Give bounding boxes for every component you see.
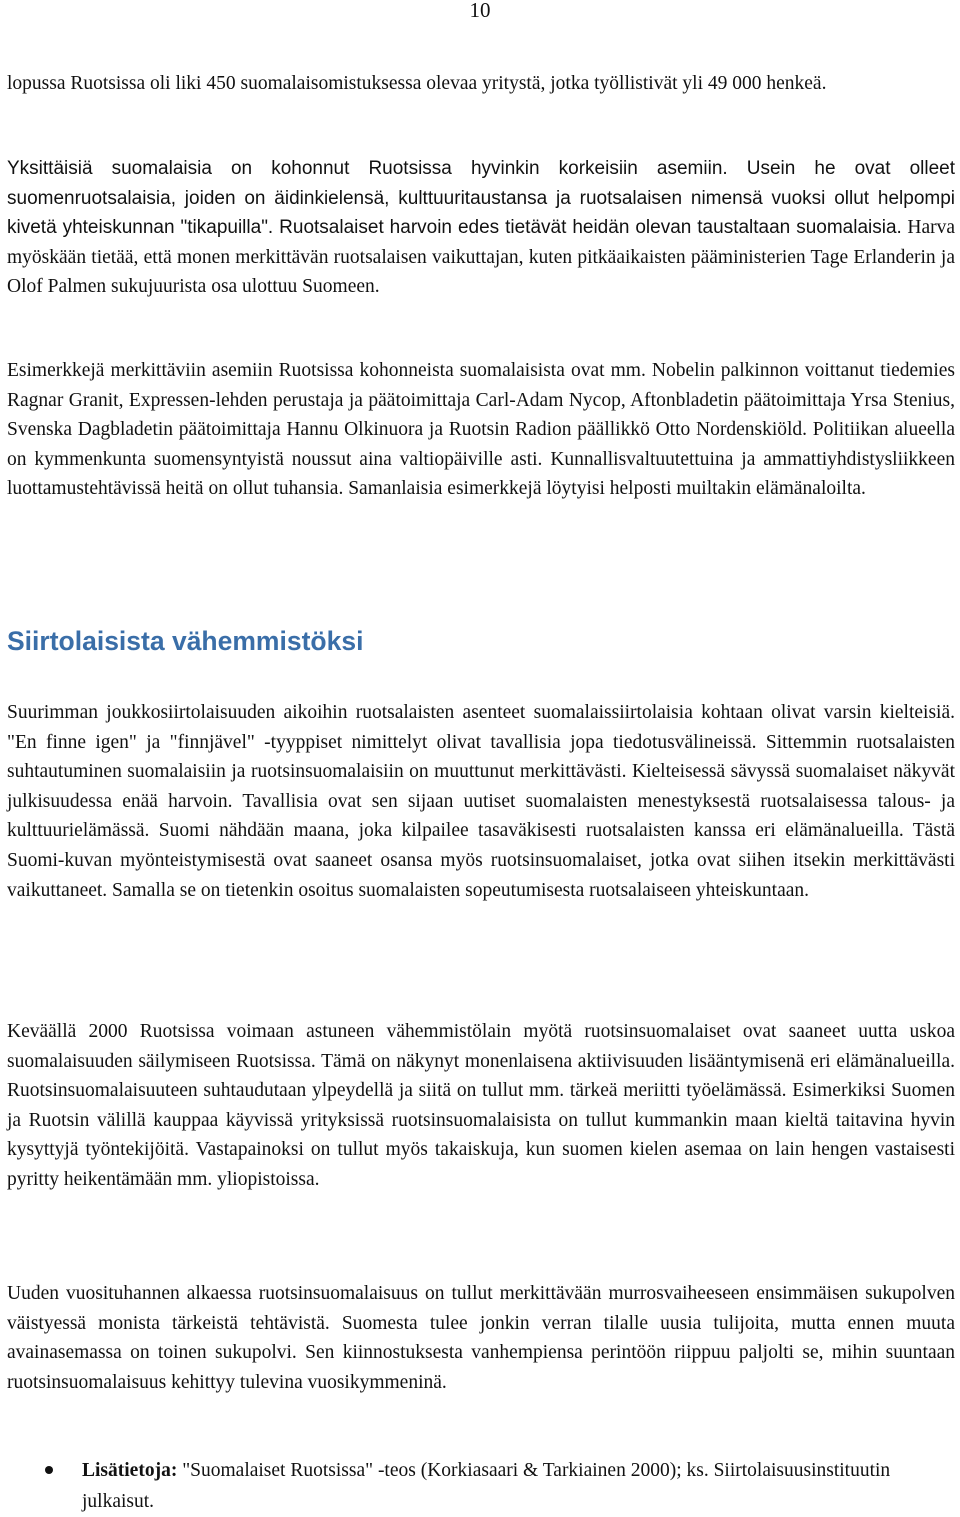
paragraph-text: Keväällä 2000 Ruotsissa voimaan astuneen vähemmistölain myötä ruotsinsuomalaiset ovat saaneet uutta uskoa suomalaisuuden säilymiseen Ruotsissa. Tämä on näkynyt monenlaisena aktiivisuuden lisääntymisenä eri elämänalueilla. Ruotsinsuomalaisuuteen suhtaudutaan ylpeydellä ja siitä on tullut mm. tärkeä meriitti työelämässä. Esimerkiksi Suomen ja Ruotsin välillä kauppaa käyvissä yrityksissä ruotsinsuomalaisista on tullut kummankin maan kieltä taitavina hyvin kysyttyjä työntekijöitä. Vastapainoksi on tullut myös takaiskuja, kun suomen kielen asemaa on lain hengen vastaisesti pyritty heikentämään mm. yliopistoissa. [7,1021,955,1190]
page-number: 10 [469,0,491,22]
paragraph-text: Uuden vuosituhannen alkaessa ruotsinsuomalaisuus on tullut merkittävään murrosvaiheeseen ensimmäisen sukupolven väistyessä monista tärkeistä tehtävistä. Suomesta tulee jonkin verran tilalle uusia tulijoita, mutta ennen muuta avainasemassa on toinen sukupolvi. Sen kiinnostuksesta vanhempiensa perintöön riippuu paljolti se, mihin suuntaan ruotsinsuomalaisuus kehittyy tulevina vuosikymmeninä. [7,1283,955,1393]
further-info-label: Lisätietoja: [82,1460,178,1481]
paragraph-new-millennium [7,1279,955,1397]
paragraph-company-ownership [7,69,955,99]
paragraph-examples [7,356,955,504]
paragraph-text: Esimerkkejä merkittäviin asemiin Ruotsissa kohonneista suomalaisista ovat mm. Nobelin palkinnon voittanut tiedemies Ragnar Granit, Expressen-lehden perustaja ja päätoimittaja Carl-Adam Nycop, Aftonbladetin päätoimittaja Yrsa Stenius, Svenska Dagbladetin päätoimittaja Hannu Olkinuora ja Ruotsin Radion päällikkö Otto Nordenskiöld. Politiikan alueella on kymmenkunta suomensyntyistä noussut aina valtiopäiville asti. Kunnallisvaltuutettuina ja ammattiyhdistysliikkeen luottamustehtävissä heitä on ollut tuhansia. Samanlaisia esimerkkejä löytyisi helposti muiltakin elämänaloilta. [7,360,955,500]
bullet-icon [45,1466,53,1474]
paragraph-attitudes [7,698,955,905]
section-heading: Siirtolaisista vähemmistöksi [7,626,364,656]
paragraph-text-sans: Yksittäisiä suomalaisia on kohonnut Ruotsissa hyvinkin korkeisiin asemiin. Usein he ovat olleet suomenruotsalaisia, joiden on äidinkielensä, kulttuuritaustansa ja ruotsalaisen nimensä vuoksi ollut helpompi kivetä yhteiskunnan "tikapuilla". Ruotsalaiset harvoin edes tietävät heidän olevan taustaltaan suomalaisia. [7,158,955,239]
paragraph-text: Suurimman joukkosiirtolaisuuden aikoihin ruotsalaisten asenteet suomalaissiirtolaisia kohtaan olivat varsin kielteisiä. "En finne igen" ja "finnjävel" -tyyppiset nimittelyt olivat tavallisia jopa tiedotusvälineissä. Sittemmin ruotsalaisten suhtautuminen suomalaisiin ja ruotsinsuomalaisiin on muuttunut merkittävästi. Kielteisessä sävyssä suomalaiset näkyvät julkisuudessa enää harvoin. Tavallisia ovat sen sijaan uutiset suomalaisten menestyksestä ruotsalaisessa talous- ja kulttuurielämässä. Suomi nähdään maana, joka kilpailee tasaväkisesti ruotsalaisten kanssa eri elämänalueilla. Tästä Suomi-kuvan myönteistymisestä ovat saaneet osansa myös ruotsinsuomalaiset, jotka ovat siihen itsekin merkittävästi vaikuttaneet. Samalla se on tietenkin osoitus suomalaisten sopeutumisesta ruotsalaiseen yhteiskuntaan. [7,702,955,901]
further-info-bullet [82,1456,942,1517]
paragraph-text-serif: Harva myöskään tietää, että monen merkittävän ruotsalaisen vaikuttajan, kuten pitkäaikaisten pääministerien Tage Erlanderin ja Olof Palmen sukujuurista osa ulottuu Suomeen. [7,217,956,298]
further-info-text: "Suomalaiset Ruotsissa" -teos (Korkiasaari & Tarkiainen 2000); ks. Siirtolaisuusinstituutin julkaisut. [82,1460,891,1512]
paragraph-individual-finns [7,154,955,302]
paragraph-minority-law [7,1017,955,1195]
paragraph-text: lopussa Ruotsissa oli liki 450 suomalaisomistuksessa olevaa yritystä, jotka työllistivät yli 49 000 henkeä. [7,73,827,94]
